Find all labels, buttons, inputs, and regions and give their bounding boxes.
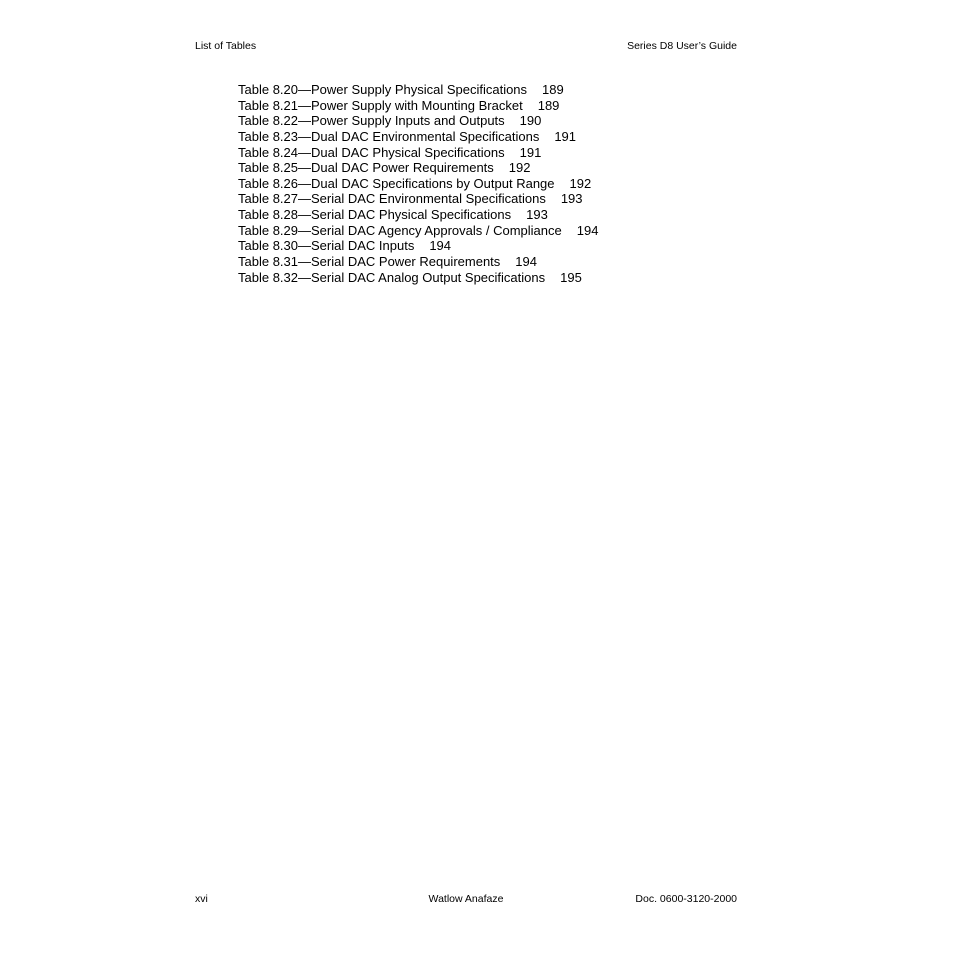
toc-entry[interactable] <box>238 191 598 207</box>
list-of-tables <box>238 82 598 285</box>
toc-entry-page: 191 <box>519 144 542 160</box>
toc-entry-page: 194 <box>515 254 537 270</box>
toc-entry-title: Table 8.23—Dual DAC Environmental Specifications <box>238 128 540 144</box>
toc-entry[interactable] <box>238 160 598 176</box>
toc-entry-title: Table 8.22—Power Supply Inputs and Outputs <box>238 113 505 129</box>
toc-entry-title: Table 8.29—Serial DAC Agency Approvals / Compliance <box>238 222 562 238</box>
toc-entry-title: Table 8.21—Power Supply with Mounting Bracket <box>238 97 523 113</box>
header-guide-title: Series D8 User’s Guide <box>627 40 737 52</box>
toc-entry-page: 192 <box>508 160 531 176</box>
toc-entry[interactable] <box>238 113 598 129</box>
toc-entry[interactable] <box>238 145 598 161</box>
toc-entry-page: 194 <box>576 222 599 238</box>
toc-entry[interactable] <box>238 176 598 192</box>
toc-entry[interactable] <box>238 129 598 145</box>
toc-entry-title: Table 8.28—Serial DAC Physical Specifications <box>238 207 512 223</box>
toc-entry-title: Table 8.26—Dual DAC Specifications by Output Range <box>238 175 555 191</box>
toc-entry-title: Table 8.27—Serial DAC Environmental Specifications <box>238 191 546 207</box>
toc-entry-page: 193 <box>526 207 548 223</box>
toc-entry-title: Table 8.20—Power Supply Physical Specifications <box>238 82 528 97</box>
toc-entry[interactable] <box>238 238 598 254</box>
toc-entry-page: 193 <box>560 191 583 207</box>
toc-entry-title: Table 8.32—Serial DAC Analog Output Specifications <box>238 269 546 285</box>
footer-company: Watlow Anafaze <box>428 893 504 905</box>
toc-entry[interactable] <box>238 82 598 98</box>
toc-entry-page: 194 <box>429 238 452 254</box>
toc-entry[interactable] <box>238 270 598 286</box>
toc-entry-page: 189 <box>537 97 560 113</box>
toc-entry[interactable] <box>238 223 598 239</box>
footer-doc-number: Doc. 0600-3120-2000 <box>635 893 737 905</box>
toc-entry-title: Table 8.30—Serial DAC Inputs <box>238 238 415 254</box>
toc-entry-page: 190 <box>519 113 542 129</box>
toc-entry-title: Table 8.31—Serial DAC Power Requirements <box>238 254 501 270</box>
header-section-title: List of Tables <box>195 40 257 52</box>
toc-entry-page: 195 <box>560 269 582 285</box>
toc-entry-page: 192 <box>569 175 592 191</box>
footer-page-number: xvi <box>195 893 208 905</box>
toc-entry-title: Table 8.24—Dual DAC Physical Specifications <box>238 144 505 160</box>
toc-entry-page: 189 <box>542 82 564 97</box>
toc-entry-page: 191 <box>554 128 577 144</box>
toc-entry-title: Table 8.25—Dual DAC Power Requirements <box>238 160 494 176</box>
toc-entry[interactable] <box>238 207 598 223</box>
toc-entry[interactable] <box>238 98 598 114</box>
toc-entry[interactable] <box>238 254 598 270</box>
